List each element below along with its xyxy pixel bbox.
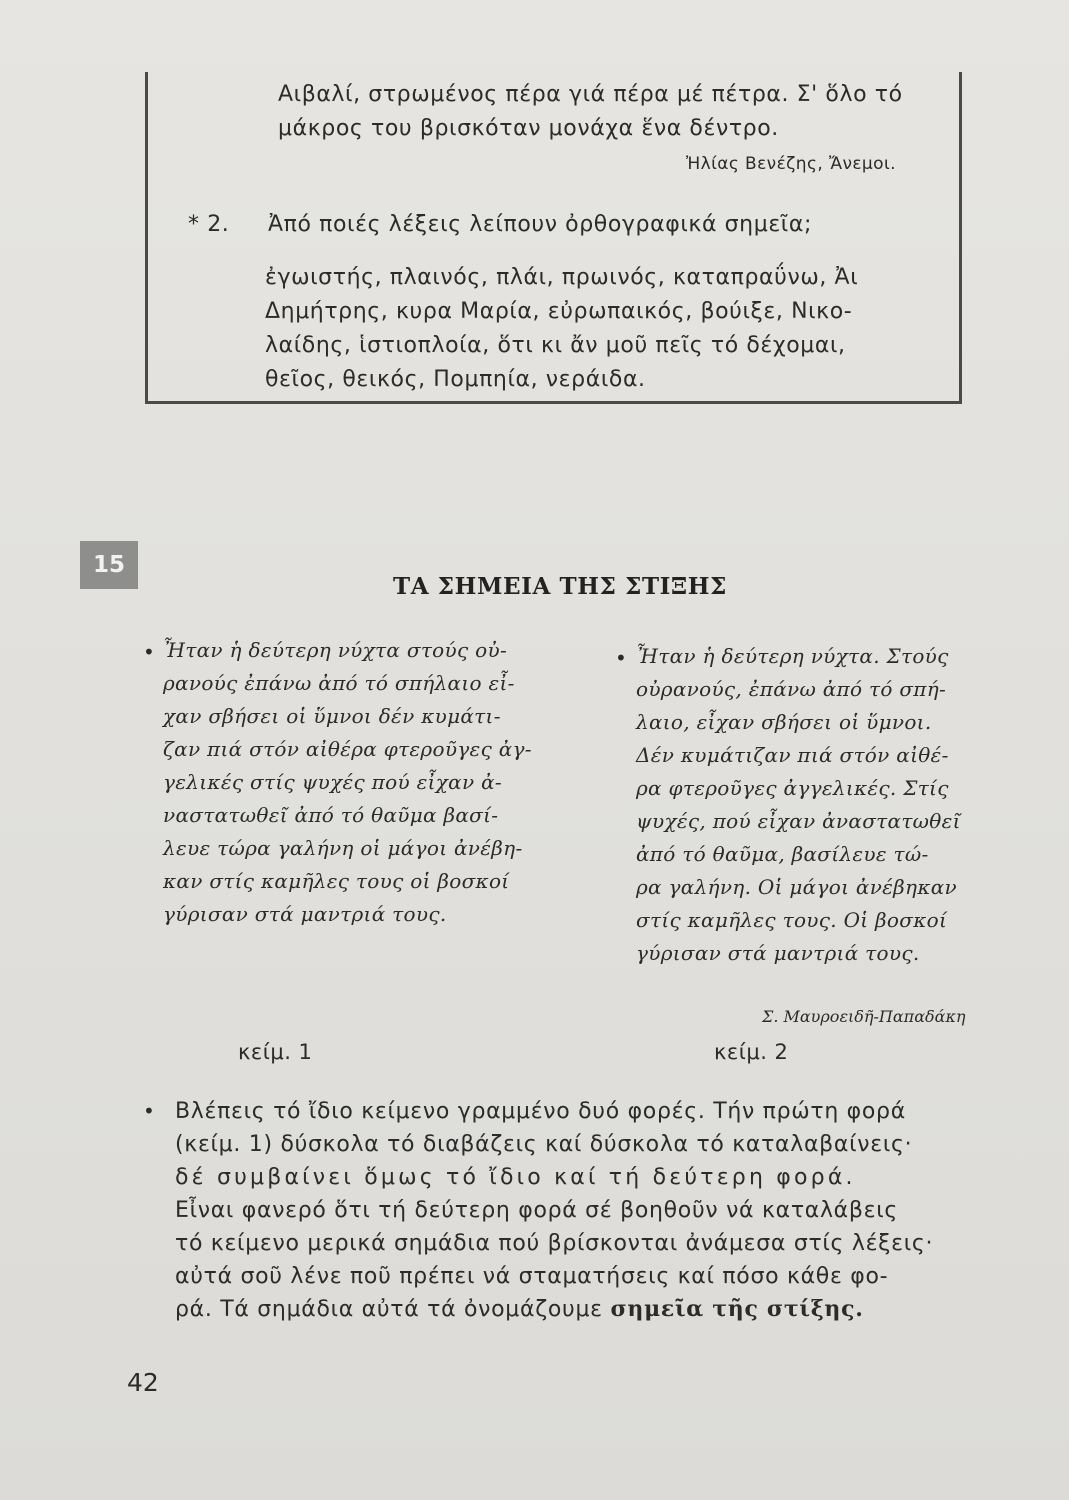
text1-column [163,634,532,931]
text2-line: στίς καμῆλες τους. Οἱ βοσκοί [636,908,948,932]
text1-line: ναστατωθεῖ ἀπό τό θαῦμα βασί- [163,803,499,827]
bullet-icon: • [143,640,155,664]
text2-author: Σ. Μαυροειδῆ-Παπαδάκη [762,1007,966,1026]
exercise-question: Ἀπό ποιές λέξεις λείπουν ὀρθογραφικά σημεῖα; [268,212,812,237]
text2-column [636,640,961,970]
page-number: 42 [127,1368,159,1397]
text2-line: ρα γαλήνη. Οἱ μάγοι ἀνέβηκαν [636,875,958,899]
bullet-icon: • [615,646,627,670]
text2-label: κείμ. 2 [714,1040,789,1064]
explanation-line: τό κείμενο μερικά σημάδια πού βρίσκονται ἀνάμεσα στίς λέξεις· [175,1231,934,1256]
text1-line: γελικές στίς ψυχές πού εἶχαν ἀ- [163,770,502,794]
text2-line: ρα φτεροῦγες ἀγγελικές. Στίς [636,776,949,800]
explanation-paragraph [175,1095,933,1326]
text1-line: καν στίς καμῆλες τους οἱ βοσκοί [163,869,510,893]
key-term: σημεῖα τῆς στίξης. [610,1296,864,1322]
quote-attribution: Ἠλίας Βενέζης, Ἄνεμοι. [686,154,896,174]
text1-label: κείμ. 1 [238,1040,313,1064]
word-line-2: Δημήτρης, κυρα Μαρία, εὐρωπαικός, βούιξε, Νικο- [265,299,853,324]
explanation-line: ρά. Τά σημάδια αὐτά τά ὀνομάζουμε [175,1297,603,1322]
text2-line: ψυχές, πού εἶχαν ἀναστατωθεῖ [636,809,961,833]
explanation-line: δέ συμβαίνει ὅμως τό ἴδιο καί τή δεύτερη φορά. [175,1165,856,1190]
quote-line-1: Αιβαλί, στρωμένος πέρα γιά πέρα μέ πέτρα. Σ' ὅλο τό [278,82,903,107]
text2-line: οὐρανούς, ἐπάνω ἀπό τό σπή- [636,677,947,701]
exercise-number: * 2. [188,212,230,237]
text1-line: Ἦταν ἡ δεύτερη νύχτα στούς οὐ- [163,638,507,662]
explanation-line: αὐτά σοῦ λένε ποῦ πρέπει νά σταματήσεις καί πόσο κάθε φο- [175,1264,889,1289]
text1-line: χαν σβήσει οἱ ὕμνοι δέν κυμάτι- [163,704,501,728]
word-line-4: θεῖος, θεικός, Πομπηία, νεράιδα. [265,367,646,392]
text1-line: ζαν πιά στόν αἰθέρα φτεροῦγες ἀγ- [163,737,532,761]
text1-line: ρανούς ἐπάνω ἀπό τό σπήλαιο εἶ- [163,671,515,695]
word-line-3: λαίδης, ἱστιοπλοία, ὅτι κι ἄν μοῦ πεῖς τό δέχομαι, [265,333,846,358]
word-line-1: ἐγωιστής, πλαινός, πλάι, πρωινός, καταπραΰνω, Ἀι [265,265,859,290]
chapter-number-badge: 15 [80,541,138,589]
text2-line: ἀπό τό θαῦμα, βασίλευε τώ- [636,842,929,866]
explanation-line: (κείμ. 1) δύσκολα τό διαβάζεις καί δύσκολα τό καταλαβαίνεις· [175,1132,913,1157]
text1-line: γύρισαν στά μαντριά τους. [163,902,447,926]
quote-line-2: μάκρος του βρισκόταν μονάχα ἕνα δέντρο. [278,116,779,141]
explanation-line: Βλέπεις τό ἴδιο κείμενο γραμμένο δυό φορές. Τήν πρώτη φορά [175,1099,906,1124]
explanation-line: Εἶναι φανερό ὅτι τή δεύτερη φορά σέ βοηθοῦν νά καταλάβεις [175,1198,898,1223]
explanation-last-line [175,1293,933,1326]
text2-line: λαιο, εἶχαν σβήσει οἱ ὕμνοι. [636,710,932,734]
text2-line: γύρισαν στά μαντριά τους. [636,941,920,965]
text1-line: λευε τώρα γαλήνη οἱ μάγοι ἀνέβη- [163,836,523,860]
bullet-icon: • [143,1099,155,1123]
text2-line: Δέν κυμάτιζαν πιά στόν αἰθέ- [636,743,949,767]
text2-line: Ἦταν ἡ δεύτερη νύχτα. Στούς [636,644,949,668]
chapter-title: ΤΑ ΣΗΜΕΙΑ ΤΗΣ ΣΤΙΞΗΣ [393,573,727,600]
